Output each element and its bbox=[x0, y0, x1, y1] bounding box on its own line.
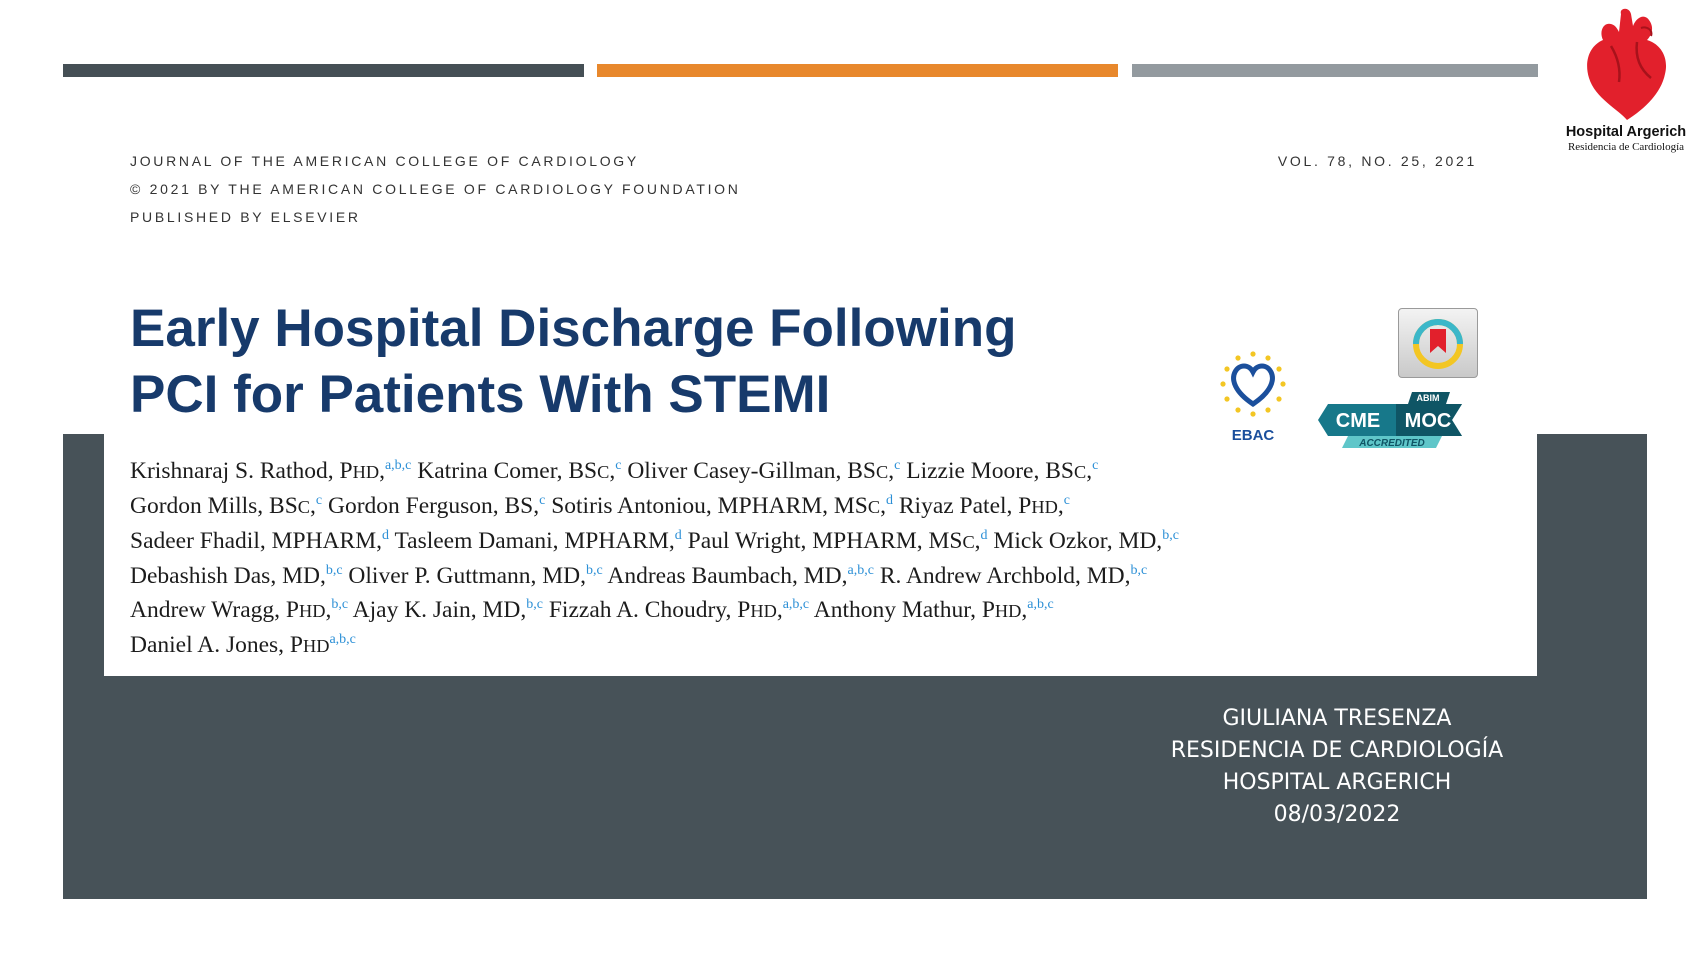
author-entry bbox=[130, 528, 389, 554]
author-affiliation: b,c bbox=[586, 563, 603, 579]
author-entry bbox=[348, 563, 602, 589]
author-affiliation: c bbox=[894, 458, 901, 474]
author-entry bbox=[130, 493, 322, 519]
author-entry bbox=[993, 528, 1178, 554]
author-name: Mick Ozkor, MD, bbox=[993, 528, 1163, 554]
ebac-label: EBAC bbox=[1231, 427, 1275, 444]
author-line bbox=[130, 454, 1179, 489]
author-entry bbox=[899, 493, 1070, 519]
author-affiliation: c bbox=[1092, 458, 1099, 474]
author-name: Lizzie Moore, BS bbox=[906, 458, 1074, 484]
author-line bbox=[130, 489, 1179, 524]
author-name: Paul Wright, MPHARM, MS bbox=[687, 528, 963, 554]
author-name: Krishnaraj S. Rathod, P bbox=[130, 458, 353, 484]
journal-copyright: © 2021 BY THE AMERICAN COLLEGE OF CARDIOLOGY FOUNDATION bbox=[130, 181, 741, 197]
author-affiliation: a,b,c bbox=[1027, 597, 1054, 613]
author-entry bbox=[549, 597, 809, 623]
author-name: Fizzah A. Choudry, P bbox=[548, 597, 751, 623]
author-affiliation: d bbox=[980, 528, 988, 544]
hospital-logo-title: Hospital Argerich bbox=[1565, 124, 1687, 140]
journal-info bbox=[130, 152, 741, 236]
author-separator: , bbox=[609, 458, 616, 484]
author-separator: , bbox=[776, 597, 783, 623]
author-degree: C bbox=[597, 462, 610, 482]
author-name: Sotiris Antoniou, MPHARM, MS bbox=[551, 493, 868, 519]
ebac-logo bbox=[1206, 348, 1300, 448]
author-degree: HD bbox=[352, 462, 380, 482]
author-degree: HD bbox=[750, 601, 777, 621]
author-affiliation: c bbox=[539, 493, 546, 509]
author-name: Oliver P. Guttmann, MD, bbox=[348, 563, 587, 589]
author-separator: , bbox=[310, 493, 316, 519]
author-name: Daniel A. Jones, P bbox=[130, 632, 303, 658]
author-affiliation: b,c bbox=[331, 597, 349, 613]
author-entry bbox=[130, 458, 411, 484]
author-name: Tasleem Damani, MPHARM, bbox=[394, 528, 675, 554]
author-affiliation: d bbox=[381, 528, 389, 544]
author-name: Gordon Mills, BS bbox=[130, 493, 298, 519]
journal-name: JOURNAL OF THE AMERICAN COLLEGE OF CARDIOLOGY bbox=[130, 153, 639, 169]
author-affiliation: a,b,c bbox=[384, 458, 412, 474]
author-separator: , bbox=[880, 493, 886, 519]
author-affiliation: c bbox=[315, 493, 323, 509]
author-entry bbox=[417, 458, 621, 484]
cme-label: CME bbox=[1335, 410, 1381, 432]
author-degree: HD bbox=[302, 636, 330, 656]
author-entry bbox=[607, 563, 874, 589]
ebac-heart-stars-icon bbox=[1213, 348, 1293, 424]
moc-label: MOC bbox=[1404, 410, 1452, 432]
hospital-logo-subtitle: Residencia de Cardiología bbox=[1567, 141, 1685, 153]
author-name: Gordon Ferguson, BS, bbox=[328, 493, 540, 519]
author-entry bbox=[551, 493, 893, 519]
presentation-date: 08/03/2022 bbox=[1273, 802, 1401, 827]
journal-publisher: PUBLISHED BY ELSEVIER bbox=[130, 209, 361, 225]
author-name: Anthony Mathur, P bbox=[813, 597, 995, 623]
author-degree: HD bbox=[1031, 497, 1058, 517]
author-line bbox=[130, 593, 1179, 628]
author-affiliation: b,c bbox=[325, 563, 343, 579]
author-entry bbox=[353, 597, 543, 623]
article-title-line-2: PCI for Patients With STEMI bbox=[130, 365, 831, 424]
author-affiliation: d bbox=[674, 528, 682, 544]
author-line bbox=[130, 628, 1179, 663]
author-degree: HD bbox=[298, 601, 326, 621]
anatomical-heart-icon bbox=[1581, 6, 1671, 122]
author-separator: , bbox=[379, 458, 385, 484]
author-name: Andreas Baumbach, MD, bbox=[607, 563, 848, 589]
author-entry bbox=[328, 493, 545, 519]
author-separator: , bbox=[325, 597, 332, 623]
author-affiliation: d bbox=[885, 493, 893, 509]
author-entry bbox=[880, 563, 1147, 589]
author-name: R. Andrew Archbold, MD, bbox=[879, 563, 1131, 589]
author-entry bbox=[130, 632, 356, 658]
accent-bar-dark bbox=[63, 64, 584, 77]
accent-bar-orange bbox=[597, 64, 1118, 77]
author-degree: C bbox=[876, 462, 889, 482]
article-title-line-1: Early Hospital Discharge Following bbox=[130, 299, 1017, 358]
author-name: Debashish Das, MD, bbox=[130, 563, 326, 589]
abim-label: ABIM bbox=[1416, 393, 1440, 403]
author-name: Katrina Comer, BS bbox=[417, 458, 598, 484]
presenter-info bbox=[1117, 703, 1557, 831]
author-line bbox=[130, 559, 1179, 593]
bookmark-badge-icon bbox=[1398, 308, 1478, 378]
author-degree: C bbox=[867, 497, 881, 517]
author-list bbox=[130, 454, 1179, 663]
presenter-program: RESIDENCIA DE CARDIOLOGÍA bbox=[1170, 738, 1504, 763]
author-affiliation: a,b,c bbox=[782, 597, 810, 613]
author-affiliation: a,b,c bbox=[329, 632, 356, 648]
author-separator: , bbox=[1086, 458, 1093, 484]
author-name: Riyaz Patel, P bbox=[898, 493, 1032, 519]
journal-volume: VOL. 78, NO. 25, 2021 bbox=[1277, 153, 1477, 169]
author-name: Oliver Casey-Gillman, BS bbox=[627, 458, 877, 484]
author-entry bbox=[130, 597, 348, 623]
presenter-name: GIULIANA TRESENZA bbox=[1222, 706, 1452, 731]
author-entry bbox=[906, 458, 1098, 484]
author-separator: , bbox=[1057, 493, 1064, 519]
author-name: Sadeer Fhadil, MPHARM, bbox=[130, 528, 382, 554]
author-affiliation: c bbox=[615, 458, 622, 474]
author-entry bbox=[394, 528, 681, 554]
author-line bbox=[130, 524, 1179, 559]
author-entry bbox=[627, 458, 900, 484]
hospital-logo bbox=[1548, 6, 1704, 162]
author-separator: , bbox=[1021, 597, 1028, 623]
author-name: Andrew Wragg, P bbox=[130, 597, 299, 623]
presenter-hospital: HOSPITAL ARGERICH bbox=[1222, 770, 1452, 795]
author-entry bbox=[688, 528, 988, 554]
accent-bar-gray bbox=[1132, 64, 1538, 77]
author-name: Ajay K. Jain, MD, bbox=[352, 597, 527, 623]
author-separator: , bbox=[974, 528, 981, 554]
accredited-label: ACCREDITED bbox=[1359, 438, 1425, 449]
cme-moc-accredited-logo bbox=[1312, 390, 1478, 452]
author-degree: C bbox=[962, 532, 975, 552]
author-affiliation: b,c bbox=[1130, 563, 1148, 579]
author-entry bbox=[130, 563, 343, 589]
author-degree: C bbox=[1073, 462, 1087, 482]
author-degree: C bbox=[297, 497, 311, 517]
article-title bbox=[130, 296, 1016, 428]
author-affiliation: a,b,c bbox=[847, 563, 874, 579]
author-degree: HD bbox=[994, 601, 1022, 621]
author-entry bbox=[814, 597, 1054, 623]
author-separator: , bbox=[888, 458, 895, 484]
article-header-image bbox=[104, 130, 1537, 676]
author-affiliation: b,c bbox=[526, 597, 543, 613]
author-affiliation: b,c bbox=[1162, 528, 1179, 544]
author-affiliation: c bbox=[1063, 493, 1070, 509]
